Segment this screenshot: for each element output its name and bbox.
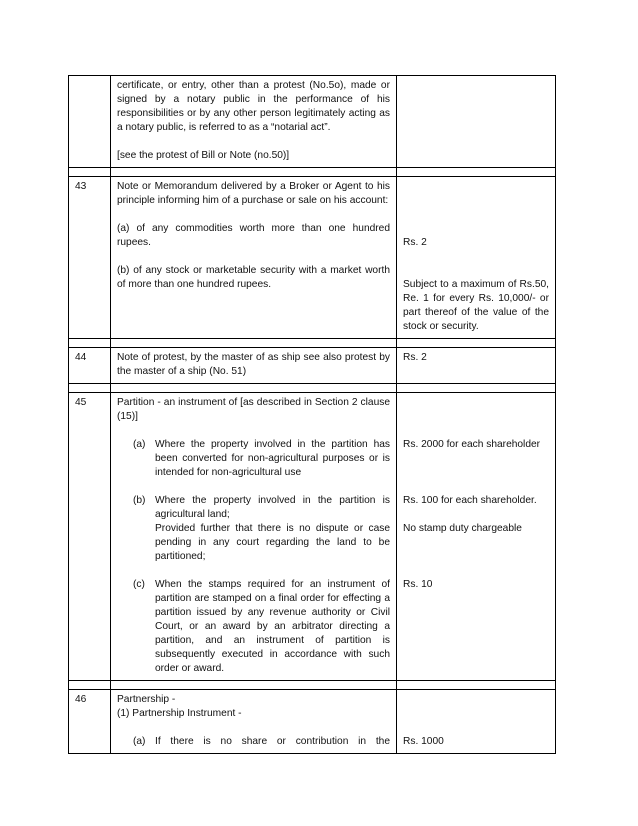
row-43-description: Note or Memorandum delivered by a Broker or Agent to his principle informing him of a purchase or sale on his account: — [117, 181, 390, 206]
row-number-cell: 45 — [69, 393, 111, 681]
duty-cell — [397, 76, 556, 168]
clause-label: (b) — [133, 495, 146, 506]
row-43-clause-b: (b) of any stock or marketable security with a market worth of more than one hundred rupees. — [117, 265, 390, 290]
row-45-clause-b-proviso: Provided further that there is no dispute or case pending in any court regarding the land to be partitioned; — [155, 523, 390, 562]
duty-cell — [397, 177, 556, 339]
description-cell — [111, 690, 397, 754]
description-cell — [111, 76, 397, 168]
row-45-clause-c — [117, 578, 390, 676]
row-46-clause-a-duty: Rs. 1000 — [403, 736, 444, 747]
duty-cell — [397, 690, 556, 754]
schedule-table — [68, 75, 556, 754]
table-row — [69, 690, 556, 754]
row-45-clause-a-duty: Rs. 2000 for each shareholder — [403, 439, 541, 450]
clause-text: Where the property involved in the partition has been converted for non-agricultural purposes or is intended for non-agricultural use — [155, 439, 390, 478]
row-43-clause-a: (a) of any commodities worth more than one hundred rupees. — [117, 223, 390, 248]
row-43-clause-b-duty: Subject to a maximum of Rs.50, Re. 1 for every Rs. 10,000/- or part thereof of the value of the stock or security. — [403, 279, 549, 332]
row-number-cell — [69, 76, 111, 168]
table-row — [69, 393, 556, 681]
clause-label: (c) — [133, 579, 145, 590]
notarial-act-reference: [see the protest of Bill or Note (no.50)] — [117, 150, 290, 161]
table-row — [69, 348, 556, 384]
notarial-act-text: certificate, or entry, other than a protest (No.5o), made or signed by a notary public in the performance of his responsibilities or by any other person legitimately acting as a notary public, is referred to as a “notarial act”. — [117, 80, 390, 133]
table-row — [69, 177, 556, 339]
spacer-row — [69, 168, 556, 177]
row-number-cell: 46 — [69, 690, 111, 754]
spacer-row — [69, 384, 556, 393]
table-row — [69, 76, 556, 168]
row-45-clause-b-proviso-duty: No stamp duty chargeable — [403, 523, 522, 534]
row-44-description: Note of protest, by the master of as ship see also protest by the master of a ship (No. 51) — [111, 348, 397, 384]
row-46-subheading: (1) Partnership Instrument - — [117, 708, 242, 719]
row-45-clause-a — [117, 438, 390, 480]
row-number-cell: 44 — [69, 348, 111, 384]
row-46-clause-a — [117, 735, 390, 749]
row-45-clause-b-duty: Rs. 100 for each shareholder. — [403, 495, 537, 506]
clause-label: (a) — [133, 736, 146, 747]
description-cell — [111, 393, 397, 681]
row-43-clause-a-duty: Rs. 2 — [403, 237, 427, 248]
row-45-clause-b — [117, 494, 390, 522]
row-number-cell: 43 — [69, 177, 111, 339]
clause-label: (a) — [133, 439, 146, 450]
description-cell — [111, 177, 397, 339]
clause-text: If there is no share or contribution in the — [155, 736, 390, 747]
spacer-row — [69, 681, 556, 690]
row-44-duty: Rs. 2 — [397, 348, 556, 384]
row-46-description: Partnership - — [117, 694, 176, 705]
row-45-clause-c-duty: Rs. 10 — [403, 579, 433, 590]
duty-cell — [397, 393, 556, 681]
row-45-description: Partition - an instrument of [as described in Section 2 clause (15)] — [117, 397, 390, 422]
spacer-row — [69, 339, 556, 348]
clause-text: Where the property involved in the partition is agricultural land; — [155, 495, 390, 520]
clause-text: When the stamps required for an instrument of partition are stamped on a final order for effecting a partition issued by any revenue authority or Civil Court, or an award by an arbitrator directing a partition, and an instrument of partition is subsequently executed in accordance with such order or award. — [155, 579, 390, 674]
stamp-duty-schedule-page — [68, 75, 555, 754]
